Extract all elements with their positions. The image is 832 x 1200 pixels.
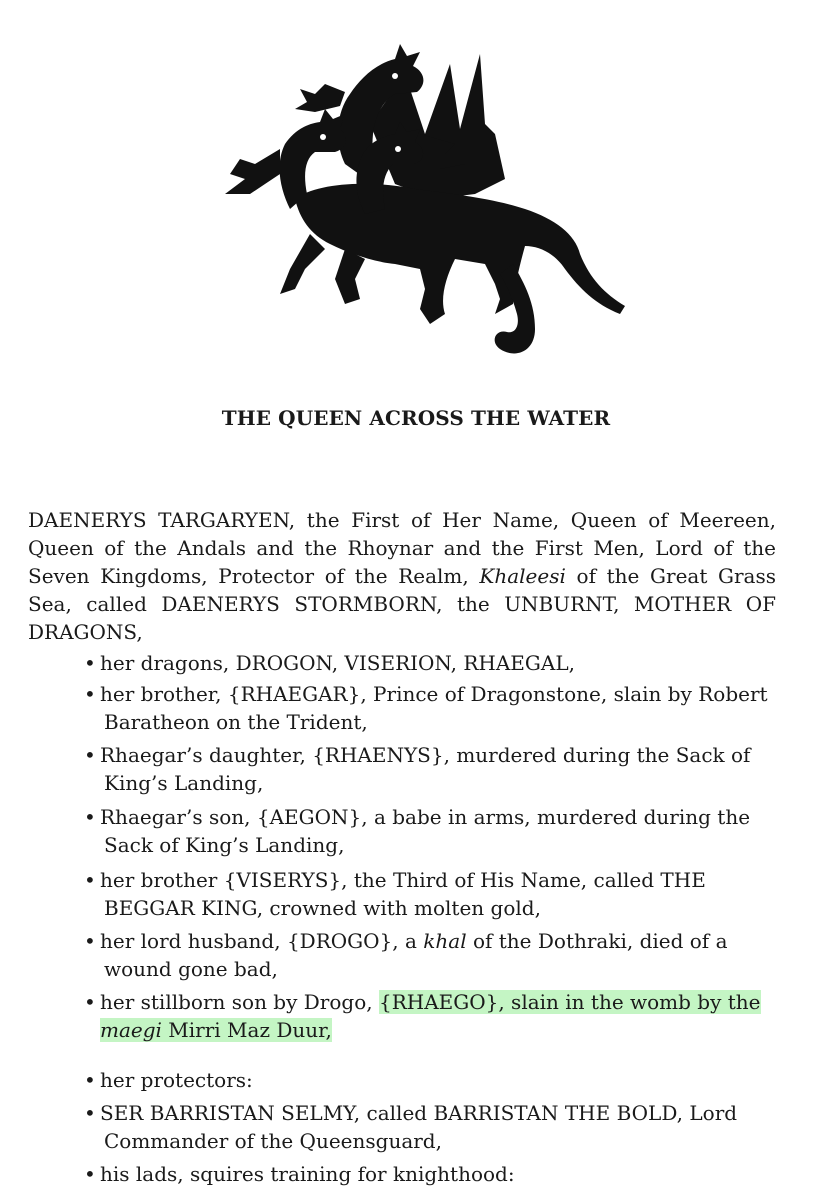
list-item-line-2: Baratheon on the Trident, [104, 710, 368, 734]
bullet: • [84, 805, 96, 829]
list-item-line-1: Rhaegar’s daughter, {RHAENYS}, murdered during the Sack of [100, 743, 751, 767]
list-item [84, 1066, 784, 1094]
bullet: • [84, 743, 96, 767]
list-item [84, 803, 784, 859]
list-item-line-2: King’s Landing, [104, 771, 264, 795]
bullet: • [84, 1068, 96, 1092]
list-item-line-1: Rhaegar’s son, {AEGON}, a babe in arms, murdered during the [100, 805, 751, 829]
bullet: • [84, 651, 96, 675]
italic-maegi: maegi [100, 1018, 162, 1042]
three-headed-dragon-icon [195, 14, 640, 364]
list-item-line-1: her protectors: [100, 1068, 253, 1092]
list-item [84, 866, 784, 922]
list-item-line-2: Commander of the Queensguard, [104, 1129, 442, 1153]
bullet: • [84, 1162, 96, 1186]
bullet: • [84, 1101, 96, 1125]
list-item-line-2: Sack of King’s Landing, [104, 833, 345, 857]
list-item [84, 927, 784, 983]
list-item [84, 988, 784, 1044]
list-item [84, 680, 784, 736]
list-item-line-2: BEGGAR KING, crowned with molten gold, [104, 896, 541, 920]
list-item-line-1a: her lord husband, {DROGO}, a [100, 929, 424, 953]
intro-italic-khaleesi: Khaleesi [479, 564, 566, 588]
intro-text-2: of the Great Grass Sea, called DAENERYS STORMBORN, the UNBURNT, MOTHER OF DRAGONS, [28, 564, 777, 644]
list-item-line-1: his lads, squires training for knighthood: [100, 1162, 515, 1186]
list-item-line-1: her dragons, DROGON, VISERION, RHAEGAL, [100, 651, 575, 675]
highlighted-text[interactable]: {RHAEGO}, slain in the womb by the [378, 990, 761, 1014]
list-item-line-2: wound gone bad, [104, 957, 278, 981]
list-item [84, 741, 784, 797]
list-item [84, 1160, 784, 1188]
intro-text-1: DAENERYS TARGARYEN, the First of Her Name, Queen of Meereen, Queen of the Andals and the Rhoynar and the First Men, Lord of the Seven Kingdoms, Protector of the Realm, [28, 508, 776, 588]
italic-khal: khal [423, 929, 467, 953]
intro-paragraph [28, 506, 776, 646]
chapter-heading: THE QUEEN ACROSS THE WATER [221, 406, 611, 430]
bullet: • [84, 929, 96, 953]
bullet: • [84, 868, 96, 892]
list-item-line-1b: of the Dothraki, died of a [466, 929, 728, 953]
list-item-line-1: SER BARRISTAN SELMY, called BARRISTAN THE BOLD, Lord [100, 1101, 738, 1125]
bullet: • [84, 990, 96, 1014]
list-item-line-2-rest: Mirri Maz Duur, [161, 1018, 332, 1042]
list-item-line-1: her brother, {RHAEGAR}, Prince of Dragonstone, slain by Robert [100, 682, 768, 706]
list-item-line-1-plain: her stillborn son by Drogo, [100, 990, 379, 1014]
list-item [84, 1099, 784, 1155]
bullet: • [84, 682, 96, 706]
list-item [84, 649, 784, 677]
list-item-line-1: her brother {VISERYS}, the Third of His Name, called THE [100, 868, 706, 892]
highlighted-text-line-2[interactable] [100, 1018, 332, 1042]
